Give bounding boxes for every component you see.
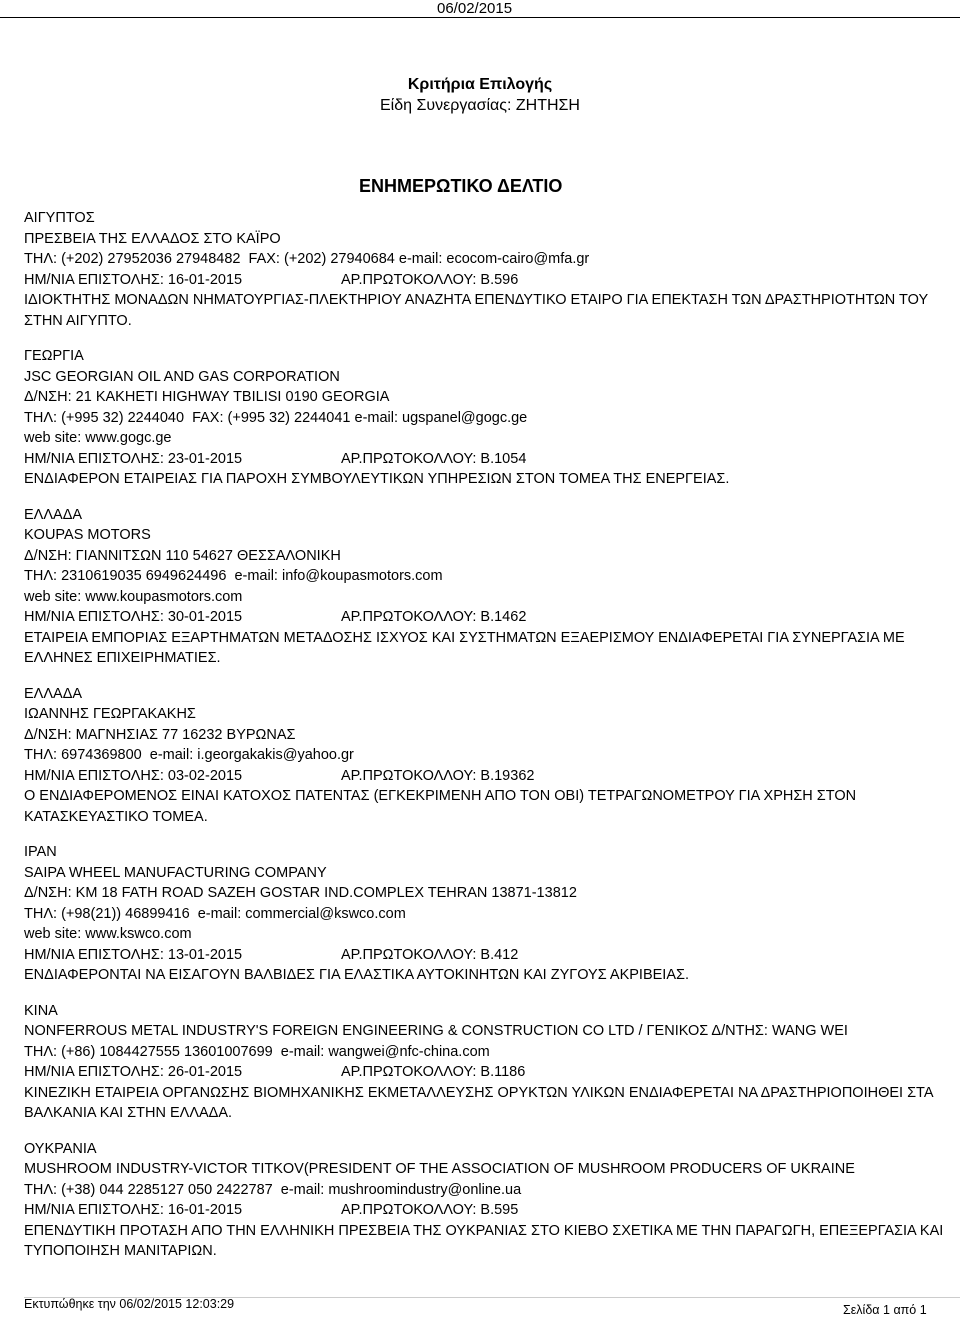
entry-dates — [24, 1200, 960, 1221]
entry-country: ΙΡΑΝ — [24, 844, 57, 860]
entry-name: NONFERROUS METAL INDUSTRY'S FOREIGN ENGINEERING & CONSTRUCTION CO LTD / ΓΕΝΙΚΟΣ Δ/ΝΤΗΣ: WANG WEI — [24, 1023, 848, 1039]
criteria-title: Κριτήρια Επιλογής — [407, 76, 553, 93]
entry-dates — [24, 607, 960, 628]
entry-protocol: ΑΡ.ΠΡΩΤΟΚΟΛΛΟΥ: Β.1054 — [341, 450, 527, 467]
list-item — [24, 1001, 960, 1124]
entry-website: web site: www.kswco.com — [24, 926, 192, 942]
entry-address: Δ/ΝΣΗ: KM 18 FATH ROAD SAZEH GOSTAR IND.COMPLEX TEHRAN 13871-13812 — [24, 885, 577, 901]
entry-contact: ΤΗΛ: (+98(21)) 46899416 e-mail: commercial@kswco.com — [24, 905, 406, 922]
page-label: Σελίδα — [843, 1303, 880, 1317]
list-item — [24, 684, 960, 828]
entry-letter-date: ΗΜ/ΝΙΑ ΕΠΙΣΤΟΛΗΣ: 26-01-2015 — [24, 1064, 243, 1080]
header-date: 06/02/2015 — [437, 0, 513, 17]
entry-protocol: ΑΡ.ΠΡΩΤΟΚΟΛΛΟΥ: Β.412 — [341, 946, 519, 963]
entry-letter-date: ΗΜ/ΝΙΑ ΕΠΙΣΤΟΛΗΣ: 16-01-2015 — [24, 271, 243, 288]
page-of: από — [893, 1303, 917, 1317]
entry-contact: ΤΗΛ: (+38) 044 2285127 050 2422787 e-mail: mushroomindustry@online.ua — [24, 1181, 522, 1198]
bulletin-title: ΕΝΗΜΕΡΩΤΙΚΟ ΔΕΛΤΙΟ — [359, 176, 563, 196]
entry-name: ΙΩΑΝΝΗΣ ΓΕΩΡΓΑΚΑΚΗΣ — [24, 706, 196, 722]
entry-contact: ΤΗΛ: 6974369800 e-mail: i.georgakakis@yahoo.gr — [24, 747, 354, 763]
footer-page-number — [843, 1303, 927, 1317]
entry-letter-date: ΗΜ/ΝΙΑ ΕΠΙΣΤΟΛΗΣ: 16-01-2015 — [24, 1202, 243, 1218]
entry-letter-date: ΗΜ/ΝΙΑ ΕΠΙΣΤΟΛΗΣ: 23-01-2015 — [24, 450, 243, 467]
entry-dates — [24, 766, 960, 787]
entry-description: ΕΤΑΙΡΕΙΑ ΕΜΠΟΡΙΑΣ ΕΞΑΡΤΗΜΑΤΩΝ ΜΕΤΑΔΟΣΗΣ ΙΣΧΥΟΣ ΚΑΙ ΣΥΣΤΗΜΑΤΩΝ ΕΞΑΕΡΙΣΜΟΥ ΕΝΔΙΑΦΕΡΕΤΑΙ ΓΙΑ ΣΥΝΕΡΓΑΣΙΑ ΜΕ ΕΛΛΗΝΕΣ ΕΠΙΧΕΙΡΗΜΑΤΙΕΣ. — [24, 629, 905, 666]
entry-description: ΕΝΔΙΑΦΕΡΟΝΤΑΙ ΝΑ ΕΙΣΑΓΟΥΝ ΒΑΛΒΙΔΕΣ ΓΙΑ ΕΛΑΣΤΙΚΑ ΑΥΤΟΚΙΝΗΤΩΝ ΚΑΙ ΖΥΓΟΥΣ ΑΚΡΙΒΕΙΑΣ. — [24, 967, 689, 983]
entry-dates — [24, 270, 960, 291]
entry-dates — [24, 449, 960, 470]
entry-description: ΚΙΝΕΖΙΚΗ ΕΤΑΙΡΕΙΑ ΟΡΓΑΝΩΣΗΣ ΒΙΟΜΗΧΑΝΙΚΗΣ ΕΚΜΕΤΑΛΛΕΥΣΗΣ ΟΡΥΚΤΩΝ ΥΛΙΚΩΝ ΕΝΔΙΑΦΕΡΕΤΑΙ ΝΑ ΔΡΑΣΤΗΡΙΟΠΟΙΗΘΕΙ ΣΤΑ ΒΑΛΚΑΝΙΑ ΚΑΙ ΣΤΗΝ ΕΛΛΑΔΑ. — [24, 1084, 933, 1121]
entry-contact: ΤΗΛ: (+86) 1084427555 13601007699 e-mail: wangwei@nfc-china.com — [24, 1043, 490, 1060]
list-item — [24, 346, 960, 490]
entry-address: Δ/ΝΣΗ: ΓΙΑΝΝΙΤΣΩΝ 110 54627 ΘΕΣΣΑΛΟΝΙΚΗ — [24, 547, 341, 564]
footer-printed: Εκτυπώθηκε την 06/02/2015 12:03:29 — [24, 1297, 235, 1311]
entry-country: ΚΙΝΑ — [24, 1002, 58, 1019]
entry-contact: ΤΗΛ: (+202) 27952036 27948482 FAX: (+202) 27940684 e-mail: ecocom-cairo@mfa.gr — [24, 251, 590, 267]
entry-protocol: ΑΡ.ΠΡΩΤΟΚΟΛΛΟΥ: Β.19362 — [341, 767, 535, 784]
entry-name: ΠΡΕΣΒΕΙΑ ΤΗΣ ΕΛΛΑΔΟΣ ΣΤΟ ΚΑΪΡΟ — [24, 230, 281, 247]
entry-dates — [24, 1062, 960, 1083]
entry-country: ΟΥΚΡΑΝΙΑ — [24, 1140, 97, 1157]
list-item — [24, 1139, 960, 1262]
list-item — [24, 505, 960, 669]
entry-country: ΓΕΩΡΓΙΑ — [24, 348, 84, 364]
page-current: 1 — [883, 1303, 890, 1317]
entry-dates — [24, 945, 960, 966]
entry-address: Δ/ΝΣΗ: 21 KAKHETI HIGHWAY TBILISI 0190 GEORGIA — [24, 389, 390, 405]
entry-description: ΙΔΙΟΚΤΗΤΗΣ ΜΟΝΑΔΩΝ ΝΗΜΑΤΟΥΡΓΙΑΣ-ΠΛΕΚΤΗΡΙΟΥ ΑΝΑΖΗΤΑ ΕΠΕΝΔΥΤΙΚΟ ΕΤΑΙΡΟ ΓΙΑ ΕΠΕΚΤΑΣΗ ΤΩΝ ΔΡΑΣΤΗΡΙΟΤΗΤΩΝ ΤΟΥ ΣΤΗΝ ΑΙΓΥΠΤΟ. — [24, 292, 928, 329]
entry-address: Δ/ΝΣΗ: ΜΑΓΝΗΣΙΑΣ 77 16232 ΒΥΡΩΝΑΣ — [24, 726, 296, 743]
entry-protocol: ΑΡ.ΠΡΩΤΟΚΟΛΛΟΥ: Β.595 — [341, 1202, 519, 1218]
entry-contact: ΤΗΛ: (+995 32) 2244040 FAX: (+995 32) 2244041 e-mail: ugspanel@gogc.ge — [24, 409, 528, 426]
entry-country: ΑΙΓΥΠΤΟΣ — [24, 210, 95, 226]
list-item — [24, 208, 960, 331]
entry-letter-date: ΗΜ/ΝΙΑ ΕΠΙΣΤΟΛΗΣ: 30-01-2015 — [24, 609, 243, 625]
entry-protocol: ΑΡ.ΠΡΩΤΟΚΟΛΛΟΥ: Β.1186 — [341, 1064, 526, 1080]
header-divider — [0, 17, 960, 18]
entry-name: KOUPAS MOTORS — [24, 527, 151, 543]
entry-letter-date: ΗΜ/ΝΙΑ ΕΠΙΣΤΟΛΗΣ: 03-02-2015 — [24, 767, 243, 784]
entry-protocol: ΑΡ.ΠΡΩΤΟΚΟΛΛΟΥ: Β.1462 — [341, 609, 527, 625]
entry-protocol: ΑΡ.ΠΡΩΤΟΚΟΛΛΟΥ: Β.596 — [341, 271, 519, 288]
entry-description: ΕΝΔΙΑΦΕΡΟΝ ΕΤΑΙΡΕΙΑΣ ΓΙΑ ΠΑΡΟΧΗ ΣΥΜΒΟΥΛΕΥΤΙΚΩΝ ΥΠΗΡΕΣΙΩΝ ΣΤΟΝ ΤΟΜΕΑ ΤΗΣ ΕΝΕΡΓΕΙΑΣ. — [24, 471, 730, 487]
entries-list — [24, 208, 960, 1277]
cooperation-type: Είδη Συνεργασίας: ΖΗΤΗΣΗ — [380, 97, 580, 114]
entry-website: web site: www.koupasmotors.com — [24, 588, 243, 605]
list-item — [24, 842, 960, 986]
entry-contact: ΤΗΛ: 2310619035 6949624496 e-mail: info@koupasmotors.com — [24, 568, 443, 584]
entry-description: Ο ΕΝΔΙΑΦΕΡΟΜΕΝΟΣ ΕΙΝΑΙ ΚΑΤΟΧΟΣ ΠΑΤΕΝΤΑΣ (ΕΓΚΕΚΡΙΜΕΝΗ ΑΠΟ ΤΟΝ ΟΒΙ) ΤΕΤΡΑΓΩΝΟΜΕΤΡΟΥ ΓΙΑ ΧΡΗΣΗ ΣΤΟΝ ΚΑΤΑΣΚΕΥΑΣΤΙΚΟ ΤΟΜΕΑ. — [24, 788, 857, 825]
entry-website: web site: www.gogc.ge — [24, 430, 172, 446]
entry-description: ΕΠΕΝΔΥΤΙΚΗ ΠΡΟΤΑΣΗ ΑΠΟ ΤΗΝ ΕΛΛΗΝΙΚΗ ΠΡΕΣΒΕΙΑ ΤΗΣ ΟΥΚΡΑΝΙΑΣ ΣΤΟ ΚΙΕΒΟ ΣΧΕΤΙΚΑ ΜΕ ΤΗΝ ΠΑΡΑΓΩΓΗ, ΕΠΕΞΕΡΓΑΣΙΑ ΚΑΙ ΤΥΠΟΠΟΙΗΣΗ ΜΑΝΙΤΑΡΙΩΝ. — [24, 1222, 944, 1259]
entry-country: ΕΛΛΑΔΑ — [24, 506, 83, 523]
entry-country: ΕΛΛΑΔΑ — [24, 685, 83, 702]
entry-name: JSC GEORGIAN OIL AND GAS CORPORATION — [24, 368, 340, 385]
page-total: 1 — [919, 1303, 927, 1317]
entry-name: SAIPA WHEEL MANUFACTURING COMPANY — [24, 864, 327, 881]
entry-name: MUSHROOM INDUSTRY-VICTOR TITKOV(PRESIDENT OF THE ASSOCIATION OF MUSHROOM PRODUCERS OF UKRAINE — [24, 1161, 855, 1177]
entry-letter-date: ΗΜ/ΝΙΑ ΕΠΙΣΤΟΛΗΣ: 13-01-2015 — [24, 946, 243, 963]
